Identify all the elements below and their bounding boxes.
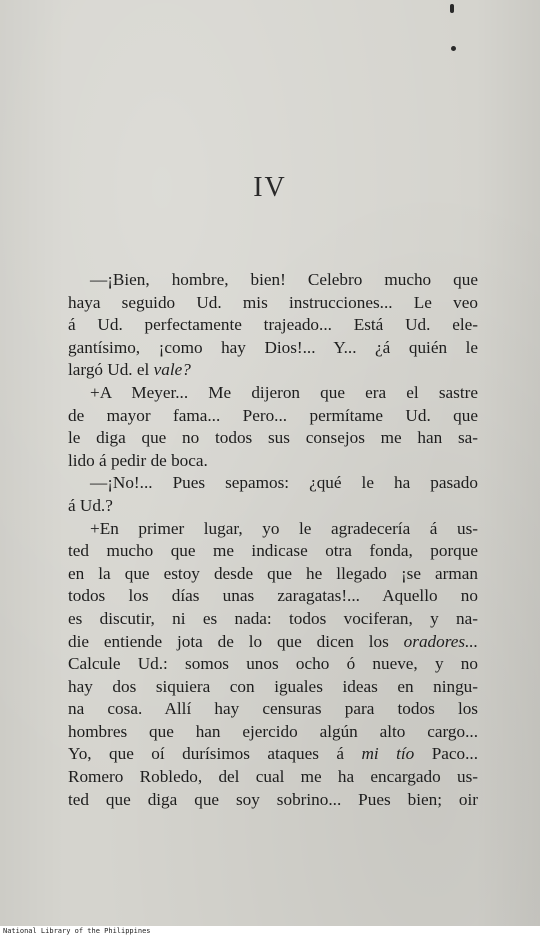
text-line: le diga que no todos sus consejos me han sa- (68, 428, 478, 448)
chapter-heading: IV (253, 172, 287, 203)
text-line: +En primer lugar, yo le agradecería á us- (90, 518, 478, 538)
footer-credit: National Library of the Philippines (3, 927, 151, 935)
text-line: á Ud. perfectamente trajeado... Está Ud. ele- (68, 315, 478, 335)
text-line: +A Meyer... Me dijeron que era el sastre (90, 382, 478, 402)
text-segment: largó Ud. el (68, 360, 154, 380)
text-line: Calcule Ud.: somos unos ocho ó nueve, y no (68, 654, 478, 674)
text-line: todos los días unas zaragatas!... Aquello no (68, 586, 478, 606)
text-segment: Yo, que oí durísimos ataques á (68, 744, 362, 764)
text-line: gantísimo, ¡como hay Dios!... Y... ¿á quién le (68, 337, 478, 357)
text-line: —¡No!... Pues sepamos: ¿qué le ha pasado (90, 473, 478, 493)
text-line: Romero Robledo, del cual me ha encargado us- (68, 767, 478, 787)
italic-segment: mi tío (361, 744, 415, 764)
text-line: haya seguido Ud. mis instrucciones... Le veo (68, 292, 478, 312)
text-line (68, 743, 478, 766)
text-line: na cosa. Allí hay censuras para todos los (68, 699, 478, 719)
italic-segment: vale? (153, 360, 191, 380)
text-line: es discutir, ni es nada: todos vociferan, y na- (68, 608, 478, 628)
text-line: lido á pedir de boca. (68, 450, 208, 470)
ink-speck (450, 4, 454, 13)
text-line: en la que estoy desde que he llegado ¡se arman (68, 563, 478, 583)
text-line: á Ud.? (68, 495, 113, 515)
text-line: hay dos siquiera con iguales ideas en ningu- (68, 676, 478, 696)
text-segment: die entiende jota de lo que dicen los (68, 631, 404, 651)
text-line: —¡Bien, hombre, bien! Celebro mucho que (90, 270, 478, 289)
text-line (68, 359, 478, 382)
text-line (68, 631, 478, 654)
ink-speck (451, 46, 456, 51)
text-line: hombres que han ejercido algún alto cargo... (68, 721, 478, 741)
text-segment: Paco... (414, 744, 479, 764)
footer-bar (0, 926, 540, 938)
text-line: ted que diga que soy sobrino... Pues bien; oir (68, 789, 478, 809)
italic-segment: oradores... (403, 631, 478, 651)
text-line: de mayor fama... Pero... permítame Ud. que (68, 405, 478, 425)
body-text (68, 269, 478, 811)
text-line: ted mucho que me indicase otra fonda, porque (68, 541, 478, 561)
